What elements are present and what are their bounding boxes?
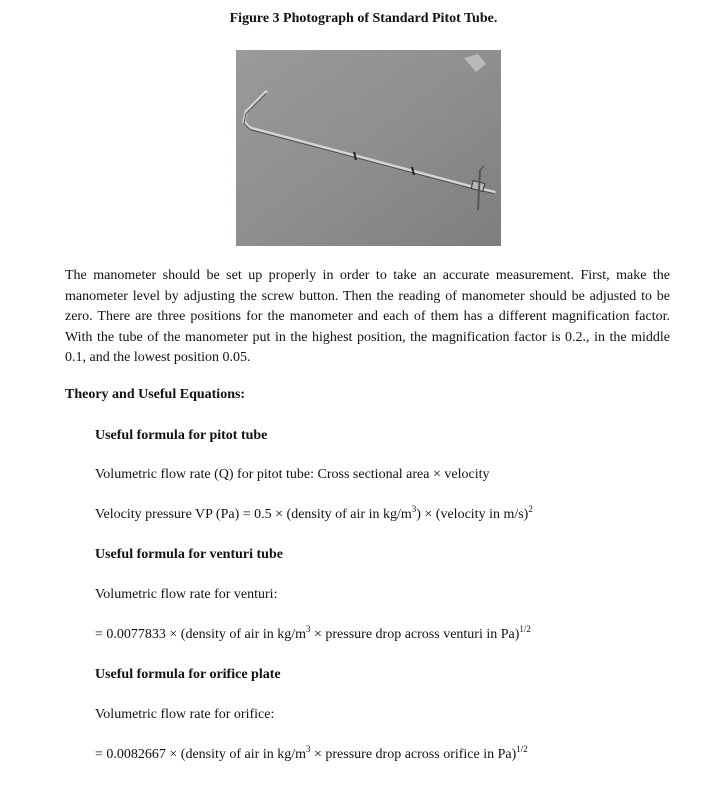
figure-caption: Figure 3 Photograph of Standard Pitot Tube. bbox=[229, 11, 498, 26]
orifice-heading: Useful formula for orifice plate bbox=[95, 667, 281, 682]
theory-heading: Theory and Useful Equations: bbox=[65, 387, 246, 402]
pitot-tube-photo bbox=[236, 50, 501, 246]
venturi-label: Volumetric flow rate for venturi: bbox=[95, 587, 278, 602]
orifice-formula: = 0.0082667 × (density of air in $kg/m^3$ × pressure drop across orifice in Pa)$^{1/2}$ bbox=[95, 744, 528, 762]
pitot-heading: Useful formula for pitot tube bbox=[95, 428, 268, 443]
manometer-paragraph: The manometer should be set up properly in order to take an accurate measurement. First, make the manometer level by adjusting the screw button. Then the reading of manometer should be adjusted to be zero. There are three positions for the manometer and each of them has a different magnification factor. With the tube of the manometer put in the highest position, the magnification factor is 0.2., in the middle 0.1, and the lowest position 0.05. bbox=[65, 268, 670, 365]
orifice-label: Volumetric flow rate for orifice: bbox=[95, 707, 275, 722]
venturi-formula: = 0.0077833 × (density of air in $kg/m^3$ × pressure drop across venturi in Pa)$^{1/2}$ bbox=[95, 624, 531, 642]
velocity-pressure-formula: Velocity pressure VP (Pa) = 0.5 × (density of air in $kg/m^3$) × (velocity in m/s)$^2$ bbox=[95, 504, 533, 522]
pitot-flow-rate-text: Volumetric flow rate (Q) for pitot tube: Cross sectional area × velocity bbox=[95, 467, 490, 482]
venturi-heading: Useful formula for venturi tube bbox=[95, 547, 283, 562]
